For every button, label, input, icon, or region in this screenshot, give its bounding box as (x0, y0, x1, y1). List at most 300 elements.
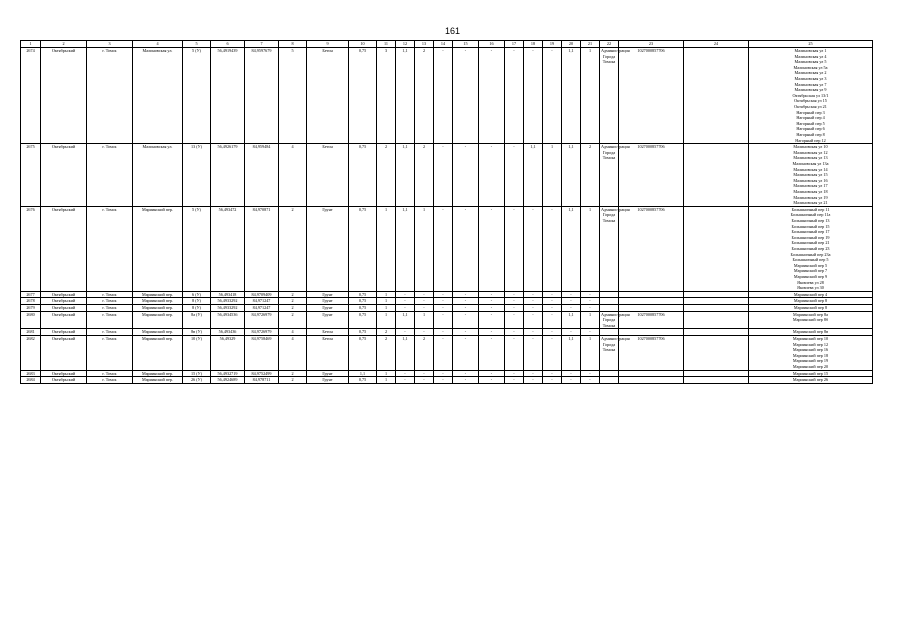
table-cell: 2 (279, 311, 307, 329)
column-number-7: 7 (245, 41, 279, 48)
table-cell: - (505, 311, 524, 329)
table-cell: 2679 (21, 304, 41, 311)
table-cell: 2 (279, 206, 307, 291)
table-cell: 2 (279, 377, 307, 384)
table-cell: Мариинский пер. (133, 311, 183, 329)
table-cell: 1 (377, 206, 396, 291)
table-cell: 56,4926179 (211, 144, 245, 207)
table-cell: 1 (377, 291, 396, 298)
address-line: Малиновская ул 9 (794, 87, 827, 93)
table-cell: - (524, 298, 543, 305)
table-cell (684, 335, 749, 370)
table-cell: 2 (377, 329, 396, 336)
table-cell: 84,9758469 (245, 335, 279, 370)
table-cell: - (505, 206, 524, 291)
served-addresses-cell (749, 48, 873, 144)
address-line: Мариинский пер 9 (793, 273, 828, 279)
table-cell: - (524, 370, 543, 377)
table-cell: - (505, 370, 524, 377)
table-cell: Грунт (307, 291, 349, 298)
table-row (21, 298, 873, 305)
table-cell: - (396, 377, 415, 384)
table-cell: Мариинский пер. (133, 335, 183, 370)
table-cell: 2675 (21, 144, 41, 207)
address-line: Мариинский пер 8б (792, 317, 829, 323)
table-cell: 13 (У) (183, 144, 211, 207)
table-cell: 2 (377, 335, 396, 370)
address-line: Малиновская ул 21 (793, 200, 828, 206)
table-cell: - (505, 291, 524, 298)
column-number-15: 15 (453, 41, 479, 48)
address-line: Мариинский пер 20 (792, 363, 829, 369)
table-cell (684, 48, 749, 144)
table-cell (619, 291, 684, 298)
table-cell: - (543, 335, 562, 370)
column-number-4: 4 (133, 41, 183, 48)
table-cell: Октябрьский (41, 206, 87, 291)
column-number-11: 11 (377, 41, 396, 48)
column-number-9: 9 (307, 41, 349, 48)
table-cell: 1027000857706 (619, 335, 684, 370)
address-line: Мариинский пер 4 (793, 291, 828, 297)
table-cell (600, 298, 619, 305)
table-cell: 2678 (21, 298, 41, 305)
table-cell: 56,493418 (211, 291, 245, 298)
table-cell: Октябрьский (41, 298, 87, 305)
address-line: Большничный пер 11 (791, 206, 830, 212)
table-cell: 1,1 (396, 48, 415, 144)
table-cell: 56,4924689 (211, 377, 245, 384)
table-cell: Мариинский пер. (133, 291, 183, 298)
address-line: Малиновская ул 5а (793, 64, 828, 70)
table-cell: г. Томск (87, 298, 133, 305)
table-cell: Октябрьский (41, 311, 87, 329)
table-cell: - (396, 329, 415, 336)
table-cell: 2683 (21, 370, 41, 377)
address-line: Мариинский пер 8 (793, 304, 828, 310)
column-number-5: 5 (183, 41, 211, 48)
table-row (21, 206, 873, 291)
address-line: Большничный пер 13 (791, 217, 830, 223)
table-cell: 0,75 (349, 304, 377, 311)
table-cell: - (434, 335, 453, 370)
table-cell: 84,9726979 (245, 311, 279, 329)
table-cell: Октябрьский (41, 304, 87, 311)
table-cell: г. Томск (87, 377, 133, 384)
table-cell: - (434, 206, 453, 291)
table-cell: - (505, 329, 524, 336)
table-cell: 1 (377, 370, 396, 377)
table-cell: 6 (У) (183, 291, 211, 298)
table-cell: - (434, 377, 453, 384)
table-cell: Малиновская ул. (133, 48, 183, 144)
column-number-21: 21 (581, 41, 600, 48)
table-cell (684, 311, 749, 329)
address-line: Малиновская ул 19 (793, 194, 828, 200)
address-line: Большничный пер 15 (791, 223, 830, 229)
table-cell: 8 (У) (183, 304, 211, 311)
table-cell (684, 370, 749, 377)
table-cell: - (543, 298, 562, 305)
table-cell: - (524, 311, 543, 329)
table-cell: Грунт (307, 370, 349, 377)
table-cell: - (415, 370, 434, 377)
table-cell: - (581, 329, 600, 336)
table-cell: Мариинский пер. (133, 329, 183, 336)
table-cell: 26 (У) (183, 377, 211, 384)
address-line: Малиновская ул 10 (793, 144, 828, 150)
column-number-13: 13 (415, 41, 434, 48)
table-cell: Грунт (307, 298, 349, 305)
table-cell: Бетон (307, 144, 349, 207)
table-cell (684, 377, 749, 384)
table-cell (684, 329, 749, 336)
table-cell: - (434, 311, 453, 329)
table-cell: 1,1 (562, 144, 581, 207)
table-cell: 0,75 (349, 329, 377, 336)
table-row (21, 48, 873, 144)
table-cell: - (543, 370, 562, 377)
address-line: Мариинский пер 7 (793, 268, 828, 274)
table-cell: г. Томск (87, 370, 133, 377)
table-cell: 2 (279, 304, 307, 311)
address-line: Малиновская ул 13 (793, 155, 828, 161)
table-cell: - (581, 377, 600, 384)
table-cell: - (453, 206, 479, 291)
table-cell: 1027000857706 (619, 144, 684, 207)
column-number-10: 10 (349, 41, 377, 48)
table-cell: - (543, 206, 562, 291)
address-line: Нагорный пер 5 (796, 120, 825, 126)
table-cell: 56,493436 (211, 329, 245, 336)
table-cell: 5 (У) (183, 48, 211, 144)
address-line: Мариинский пер 8 (793, 298, 828, 304)
table-cell: - (543, 377, 562, 384)
table-cell: 1 (581, 311, 600, 329)
table-cell: - (562, 298, 581, 305)
table-cell: Октябрьский (41, 144, 87, 207)
address-line: Большничный пер 23а (790, 251, 831, 257)
table-cell: Администрация Города Томска (600, 206, 619, 291)
address-line: Большничный пер 11а (790, 212, 831, 218)
table-cell: - (453, 304, 479, 311)
table-cell: - (581, 370, 600, 377)
table-cell: Бетон (307, 329, 349, 336)
address-line: Нагорный пер 8 (796, 131, 825, 137)
address-line: Малиновская ул 5 (794, 59, 827, 65)
table-row (21, 370, 873, 377)
table-cell: 84,971247 (245, 304, 279, 311)
address-line: Малиновская ул 18 (793, 188, 828, 194)
address-line: Малиновская ул 14 (793, 166, 828, 172)
served-addresses-cell (749, 329, 873, 336)
address-line: Малиновская ул 3 (794, 75, 827, 81)
address-line: Нагорный пер 12 (795, 137, 826, 143)
column-number-8: 8 (279, 41, 307, 48)
table-cell: Бетон (307, 48, 349, 144)
column-number-16: 16 (479, 41, 505, 48)
table-cell: г. Томск (87, 48, 133, 144)
address-line: Октябрьская ул 21 (794, 103, 827, 109)
column-number-19: 19 (543, 41, 562, 48)
table-cell: - (524, 335, 543, 370)
table-cell: 2684 (21, 377, 41, 384)
table-cell: Администрация Города Томска (600, 144, 619, 207)
address-line: Яковлева ул 28 (797, 279, 824, 285)
table-cell: - (453, 48, 479, 144)
table-cell: - (434, 291, 453, 298)
table-cell: 0,75 (349, 298, 377, 305)
table-cell: - (505, 377, 524, 384)
table-cell: 84,978711 (245, 377, 279, 384)
table-cell: 2 (279, 370, 307, 377)
table-cell: 84,9726979 (245, 329, 279, 336)
table-cell (684, 291, 749, 298)
table-cell: г. Томск (87, 329, 133, 336)
table-row (21, 377, 873, 384)
table-cell (684, 304, 749, 311)
table-cell: 56,49329 (211, 335, 245, 370)
table-cell (619, 304, 684, 311)
table-cell: 84,9752499 (245, 370, 279, 377)
address-line: Малиновская ул 1 (794, 48, 827, 53)
table-cell: 1027000857706 (619, 311, 684, 329)
table-cell (600, 370, 619, 377)
table-cell: 2 (279, 291, 307, 298)
table-cell: 4 (279, 335, 307, 370)
table-cell: - (396, 291, 415, 298)
column-number-6: 6 (211, 41, 245, 48)
table-cell: - (415, 291, 434, 298)
table-row (21, 291, 873, 298)
served-addresses-cell (749, 304, 873, 311)
table-cell: - (415, 304, 434, 311)
table-cell: 2680 (21, 311, 41, 329)
table-cell: - (479, 335, 505, 370)
table-cell: Октябрьский (41, 370, 87, 377)
table-cell: - (479, 311, 505, 329)
table-cell: - (453, 377, 479, 384)
table-cell: 1 (377, 304, 396, 311)
table-cell: - (562, 291, 581, 298)
table-cell: 0,75 (349, 335, 377, 370)
table-cell: - (543, 329, 562, 336)
address-line: Нагорный пер 3 (796, 109, 825, 115)
table-cell: - (562, 329, 581, 336)
table-cell: 4 (279, 144, 307, 207)
table-cell (619, 329, 684, 336)
table-row (21, 329, 873, 336)
table-cell: - (543, 304, 562, 311)
table-cell: - (479, 298, 505, 305)
table-cell: - (479, 48, 505, 144)
table-cell: - (581, 298, 600, 305)
table-row (21, 144, 873, 207)
table-cell: 1027000857706 (619, 206, 684, 291)
column-number-row (21, 41, 873, 48)
table-cell (619, 377, 684, 384)
table-cell: 1,1 (396, 311, 415, 329)
table-cell: - (434, 298, 453, 305)
table-cell: 2 (581, 144, 600, 207)
table-cell: 0,75 (349, 144, 377, 207)
table-cell: - (543, 311, 562, 329)
column-number-20: 20 (562, 41, 581, 48)
address-line: Малиновская ул 4 (794, 53, 827, 59)
table-cell: 1 (581, 206, 600, 291)
table-cell (600, 291, 619, 298)
column-number-24: 24 (684, 41, 749, 48)
table-cell: г. Томск (87, 206, 133, 291)
table-cell: 2682 (21, 335, 41, 370)
address-line: Октябрьская ул 13/1 (792, 92, 829, 98)
table-cell: - (505, 298, 524, 305)
column-number-12: 12 (396, 41, 415, 48)
table-cell: 1 (581, 335, 600, 370)
table-cell: 8в (У) (183, 329, 211, 336)
table-cell: - (453, 144, 479, 207)
table-cell: - (453, 335, 479, 370)
table-cell: г. Томск (87, 335, 133, 370)
table-cell: - (505, 335, 524, 370)
table-cell: г. Томск (87, 144, 133, 207)
table-cell: Октябрьский (41, 335, 87, 370)
address-line: Октябрьская ул 15 (794, 98, 827, 104)
table-cell: Администрация Города Томска (600, 48, 619, 144)
served-addresses-cell (749, 370, 873, 377)
table-cell: г. Томск (87, 291, 133, 298)
table-cell: 1,1 (562, 206, 581, 291)
table-cell: 1,1 (396, 335, 415, 370)
table-cell: - (396, 370, 415, 377)
address-line: Нагорный пер 6 (796, 126, 825, 132)
column-number-14: 14 (434, 41, 453, 48)
container-sites-table (20, 40, 873, 384)
table-cell: - (524, 206, 543, 291)
table-cell: - (562, 304, 581, 311)
table-cell: - (453, 329, 479, 336)
address-line: Малиновская ул 15 (793, 172, 828, 178)
address-line: Большничный пер 5 (792, 257, 829, 263)
column-number-1: 1 (21, 41, 41, 48)
table-cell: Грунт (307, 377, 349, 384)
table-cell: 2 (377, 144, 396, 207)
table-cell: - (524, 377, 543, 384)
table-cell: - (479, 370, 505, 377)
table-cell: 56,493472 (211, 206, 245, 291)
table-cell: 2 (415, 335, 434, 370)
table-cell: 1,1 (396, 206, 415, 291)
address-line: Мариинский пер 26 (792, 377, 829, 383)
table-cell: 56,4934536 (211, 311, 245, 329)
column-number-25: 25 (749, 41, 873, 48)
table-cell: 1 (415, 206, 434, 291)
table-cell: 56,4933292 (211, 298, 245, 305)
table-cell: 10 (У) (183, 335, 211, 370)
table-cell: - (434, 370, 453, 377)
address-line: Малиновская ул 7 (794, 81, 827, 87)
table-cell: 8 (У) (183, 298, 211, 305)
served-addresses-cell (749, 144, 873, 207)
served-addresses-cell (749, 335, 873, 370)
table-cell: Мариинский пер. (133, 304, 183, 311)
table-cell: - (396, 304, 415, 311)
table-cell: - (524, 291, 543, 298)
column-number-22: 22 (600, 41, 619, 48)
table-cell: 56,4933292 (211, 304, 245, 311)
table-cell: 15 (У) (183, 370, 211, 377)
address-line: Мариинский пер 10 (792, 335, 829, 341)
table-cell: 84,9709409 (245, 291, 279, 298)
table-cell: - (453, 370, 479, 377)
address-line: Мариинский пер 5 (793, 262, 828, 268)
table-cell: Мариинский пер. (133, 298, 183, 305)
served-addresses-cell (749, 291, 873, 298)
table-cell (600, 304, 619, 311)
address-line: Мариинский пер 12 (792, 341, 829, 347)
address-line: Мариинский пер 8в (792, 329, 829, 335)
page-number: 161 (444, 26, 461, 36)
table-cell: - (524, 304, 543, 311)
address-line: Мариинский пер 8а (792, 311, 828, 317)
address-line: Большничный пер 19 (791, 234, 830, 240)
table-cell: 56,4919439 (211, 48, 245, 144)
table-cell: - (434, 304, 453, 311)
table-cell: - (434, 144, 453, 207)
table-cell: - (434, 329, 453, 336)
table-cell: Бетон (307, 335, 349, 370)
address-line: Нагорный пер 4 (796, 115, 825, 121)
table-cell: - (505, 304, 524, 311)
address-line: Малиновская ул 16 (793, 177, 828, 183)
table-cell: - (453, 298, 479, 305)
table-cell: 1,1 (562, 48, 581, 144)
column-number-18: 18 (524, 41, 543, 48)
table-cell: 0,75 (349, 291, 377, 298)
table-row (21, 304, 873, 311)
address-line: Мариинский пер 18 (792, 352, 829, 358)
table-cell: 1,1 (349, 370, 377, 377)
table-cell: 84,971247 (245, 298, 279, 305)
served-addresses-cell (749, 206, 873, 291)
address-line: Малиновская ул 17 (793, 183, 828, 189)
table-cell: - (524, 329, 543, 336)
served-addresses-cell (749, 311, 873, 329)
table-cell: 2 (279, 298, 307, 305)
table-cell: Октябрьский (41, 48, 87, 144)
table-cell: 1,1 (562, 335, 581, 370)
table-cell: - (562, 370, 581, 377)
table-cell: 4 (279, 329, 307, 336)
table-cell: 1,1 (562, 311, 581, 329)
table-cell: - (543, 291, 562, 298)
column-number-23: 23 (619, 41, 684, 48)
address-line: Мариинский пер 19 (792, 358, 829, 364)
table-cell: - (581, 304, 600, 311)
table-cell: Грунт (307, 311, 349, 329)
table-cell (619, 370, 684, 377)
table-cell: - (415, 329, 434, 336)
table-cell: - (415, 298, 434, 305)
table-cell: 1 (377, 377, 396, 384)
table-cell: - (524, 48, 543, 144)
table-cell: Малиновская ул. (133, 144, 183, 207)
table-cell: 1,1 (396, 144, 415, 207)
table-cell: 2676 (21, 206, 41, 291)
table-cell: - (505, 144, 524, 207)
address-line: Малиновская ул 13а (792, 160, 829, 166)
table-cell: 2 (415, 144, 434, 207)
